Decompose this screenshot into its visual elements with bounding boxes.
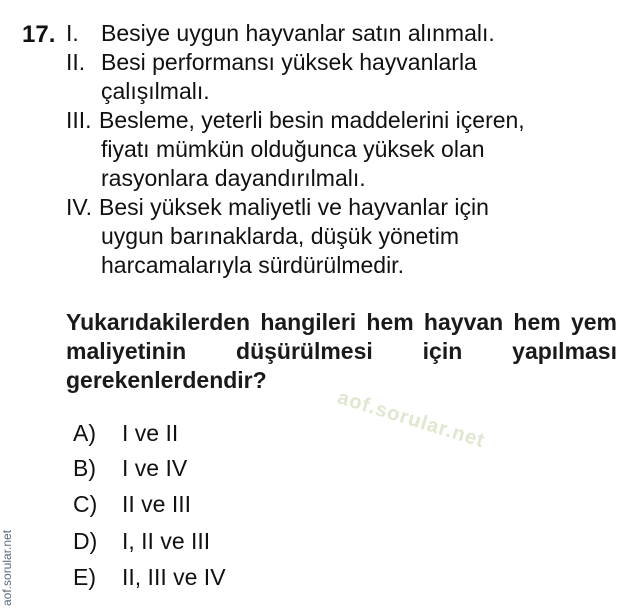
statement-2-numeral: II. <box>66 49 86 75</box>
option-e-letter: E) <box>73 564 96 590</box>
statement-4-numeral: IV. <box>66 194 93 220</box>
statement-3-line-2: fiyatı mümkün olduğunca yüksek olan <box>101 136 485 162</box>
option-a-letter: A) <box>73 420 96 446</box>
statement-4-line-2: uygun barınaklarda, düşük yönetim <box>101 223 459 249</box>
option-d[interactable] <box>73 527 210 555</box>
statement-4-line-3: harcamalarıyla sürdürülmedir. <box>101 252 404 278</box>
option-e-text: II, III ve IV <box>122 564 226 590</box>
statement-1-line-1: Besiye uygun hayvanlar satın alınmalı. <box>101 20 495 46</box>
option-e[interactable] <box>73 563 226 591</box>
option-c-text: II ve III <box>122 491 192 517</box>
statement-4-line-1: Besi yüksek maliyetli ve hayvanlar için <box>99 194 489 220</box>
statement-2 <box>66 48 566 106</box>
statement-2-line-1: Besi performansı yüksek hayvanlarla <box>101 49 477 75</box>
question-number: 17. <box>22 21 56 48</box>
watermark-diagonal: aof.sorular.net <box>334 386 488 453</box>
option-d-text: I, II ve III <box>122 528 211 554</box>
statement-3 <box>66 106 566 193</box>
question-stem: Yukarıdakilerden hangileri hem hayvan hem yem maliyetinin düşürülmesi için yapılması gerekenlerdendir? <box>66 309 617 393</box>
statement-2-line-2: çalışılmalı. <box>101 78 210 104</box>
option-c[interactable] <box>73 490 191 518</box>
watermark-side: aof.sorular.net <box>0 529 14 606</box>
statement-3-numeral: III. <box>66 107 92 133</box>
option-b-letter: B) <box>73 455 96 481</box>
option-b-text: I ve IV <box>122 455 188 481</box>
option-a[interactable] <box>73 419 178 447</box>
statement-1 <box>66 19 566 48</box>
statement-3-line-1: Besleme, yeterli besin maddelerini içeren, <box>99 107 525 133</box>
statement-3-line-3: rasyonlara dayandırılmalı. <box>101 165 366 191</box>
option-b[interactable] <box>73 454 187 482</box>
option-d-letter: D) <box>73 528 98 554</box>
statement-1-numeral: I. <box>66 20 79 46</box>
option-c-letter: C) <box>73 491 98 517</box>
statement-4 <box>66 193 566 280</box>
option-a-text: I ve II <box>122 420 179 446</box>
